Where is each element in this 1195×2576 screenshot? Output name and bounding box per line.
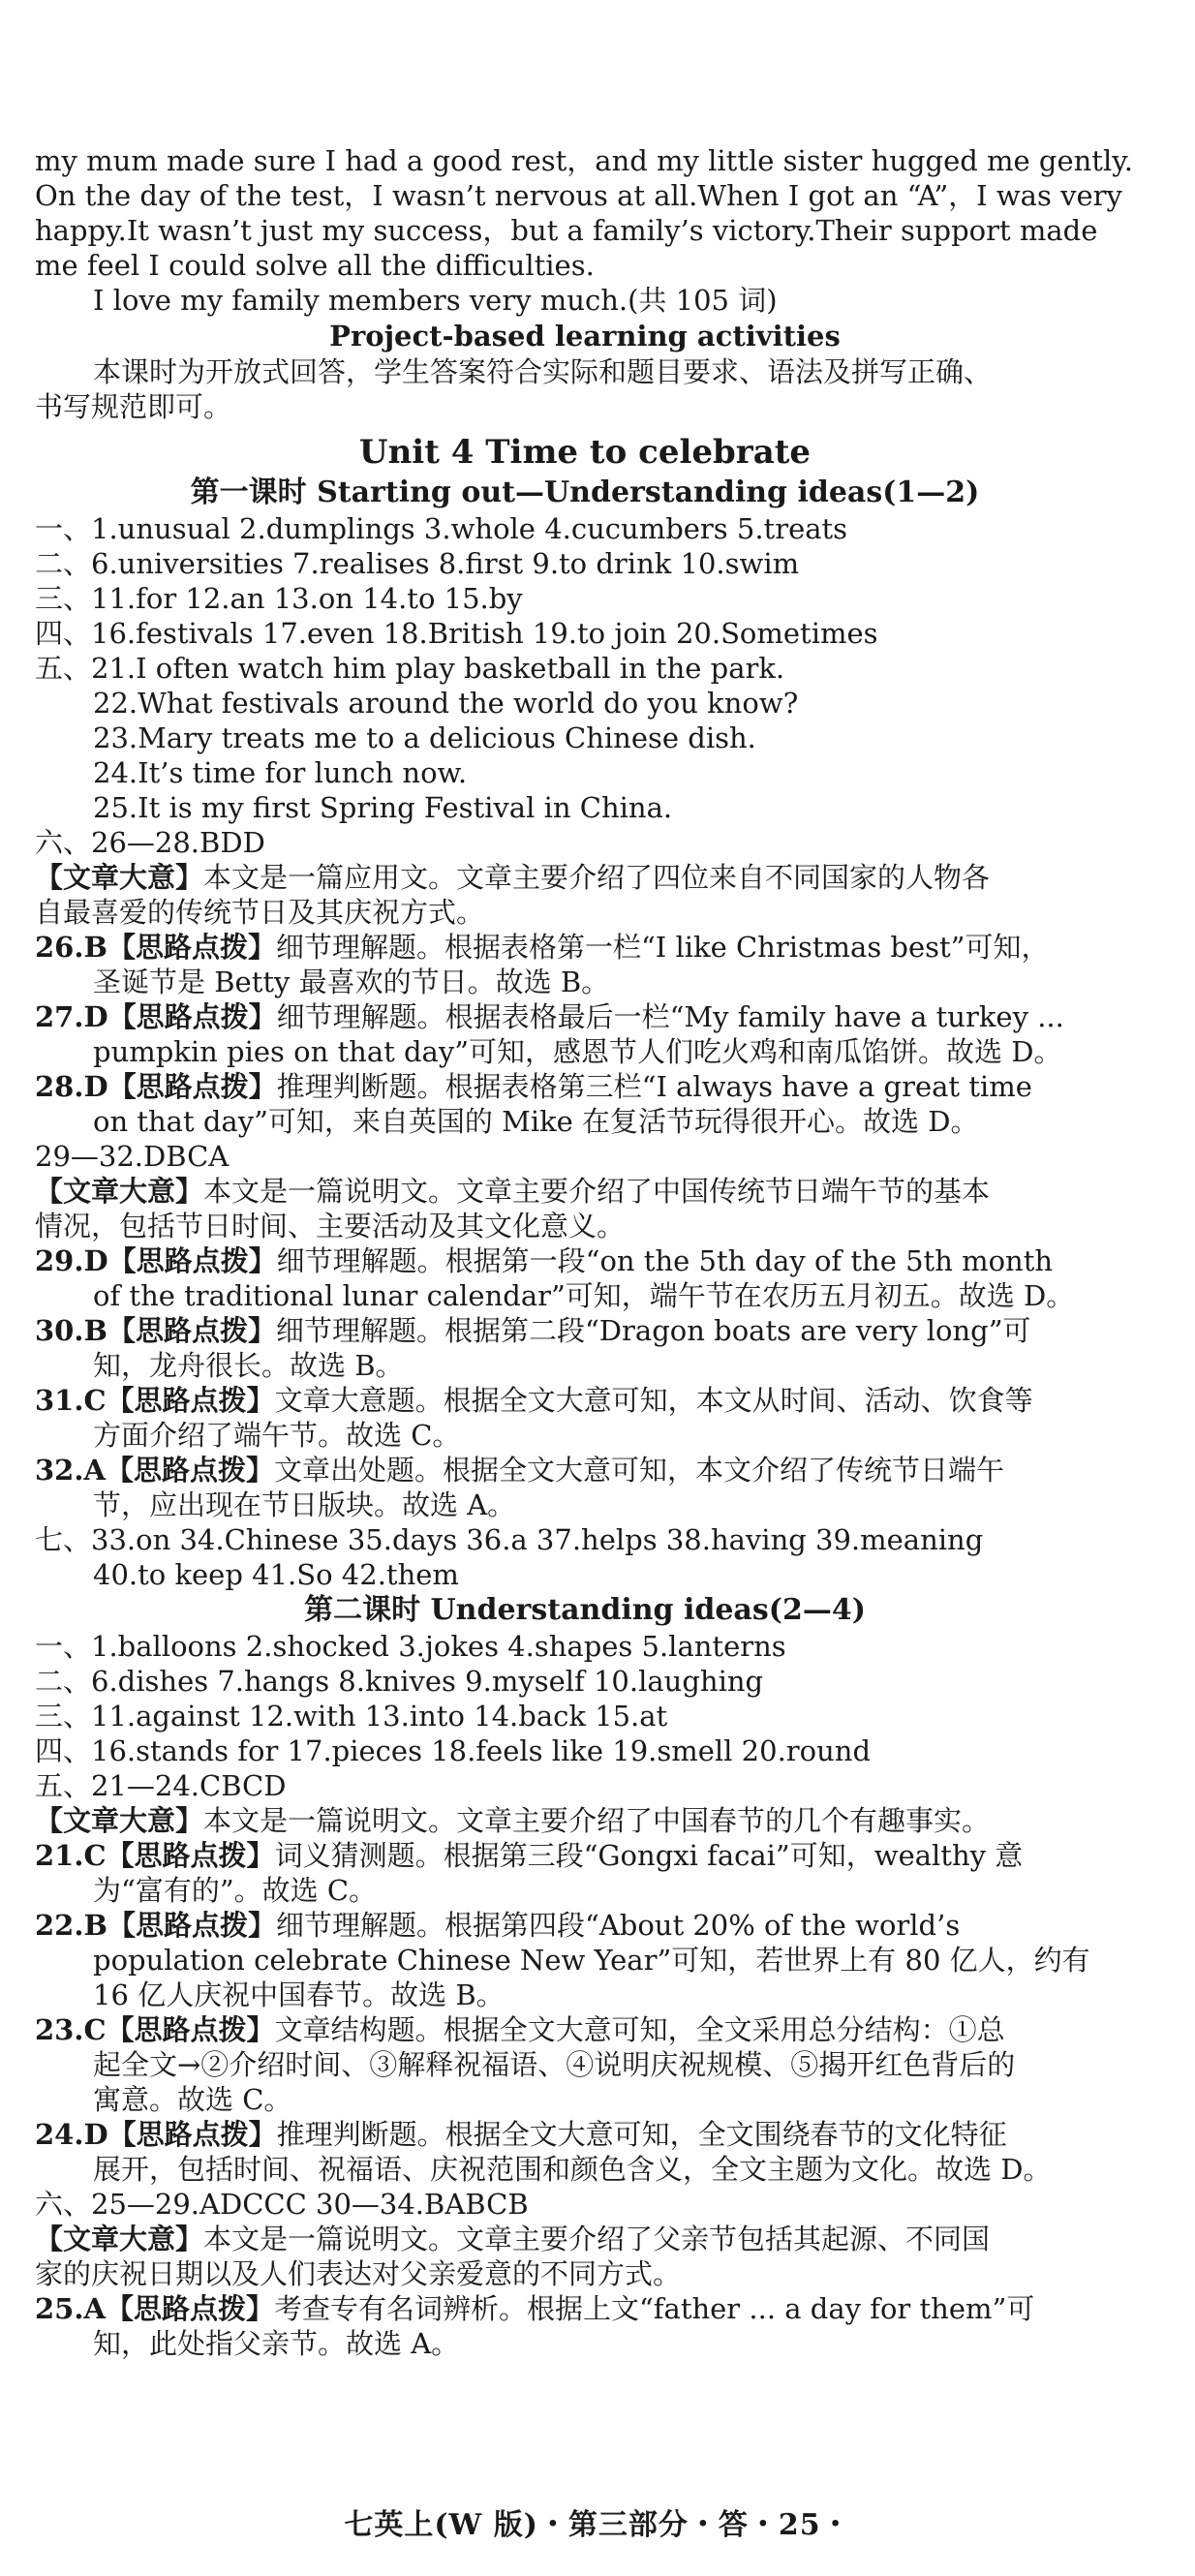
note-tag: 【思路点拨】 (105, 2292, 274, 2325)
line-text: 方面介绍了端午节。故选 C。 (93, 1419, 461, 1452)
question-number: 30.B (35, 1314, 107, 1347)
answer-line (35, 283, 1135, 318)
line-text: 本文是一篇说明文。文章主要介绍了中国春节的几个有趣事实。 (203, 1804, 991, 1837)
line-text: 24.It’s time for lunch now. (93, 756, 468, 789)
line-text: pumpkin pies on that day”可知，感恩节人们吃火鸡和南瓜馅饼。故选 D。 (93, 1035, 1062, 1068)
question-number: 22.B (35, 1909, 107, 1942)
answer-line (35, 2326, 1135, 2361)
line-text: me feel I could solve all the difficulties. (35, 249, 595, 282)
answer-line (35, 930, 1135, 965)
answer-line (35, 1034, 1135, 1069)
note-tag: 【思路点拨】 (107, 1244, 277, 1277)
line-text: 词义猜测题。根据第三段“Gongxi facai”可知，wealthy 意 (274, 1839, 1024, 1872)
question-number: 21.C (35, 1839, 107, 1872)
answer-line (35, 1209, 1135, 1243)
line-text: 文章结构题。根据全文大意可知，全文采用总分结构：①总 (274, 2013, 1005, 2046)
question-number: 28.D (35, 1070, 108, 1103)
line-text: 七、33.on 34.Chinese 35.days 36.a 37.helps 38.having 39.meaning (35, 1523, 984, 1556)
question-number: 26.B (35, 931, 107, 964)
answer-line (35, 1733, 1135, 1768)
answer-line (35, 2187, 1135, 2222)
line-text: 16 亿人庆祝中国春节。故选 B。 (93, 1978, 505, 2011)
answer-line (35, 2291, 1135, 2326)
line-text: 知，此处指父亲节。故选 A。 (93, 2327, 460, 2360)
answer-line (35, 1278, 1135, 1313)
note-tag: 【思路点拨】 (106, 2013, 275, 2046)
answer-line (35, 1453, 1135, 1487)
line-text: 本文是一篇说明文。文章主要介绍了中国传统节日端午节的基本 (203, 1175, 991, 1208)
line-text: 寓意。故选 C。 (93, 2083, 292, 2116)
answer-line (35, 248, 1135, 283)
answer-line (35, 686, 1135, 721)
line-text: 圣诞节是 Betty 最喜欢的节日。故选 B。 (93, 966, 610, 998)
answer-content (35, 143, 1135, 2361)
answer-line (35, 1908, 1135, 1943)
heading-text: Unit 4 Time to celebrate (358, 433, 812, 472)
line-text: population celebrate Chinese New Year”可知，若世界上有 80 亿人，约有 (93, 1944, 1090, 1977)
answer-line (35, 511, 1135, 546)
question-number: 23.C (35, 2013, 107, 2046)
question-number: 31.C (35, 1384, 107, 1417)
answer-line (35, 616, 1135, 651)
line-text: 起全文→②介绍时间、③解释祝福语、④说明庆祝规模、⑤揭开红色背后的 (93, 2048, 1016, 2081)
answer-line (35, 2012, 1135, 2047)
answer-line (35, 2082, 1135, 2117)
line-text: 五、21.I often watch him play basketball in the park. (35, 652, 785, 685)
line-text: 细节理解题。根据第二段“Dragon boats are very long”可 (275, 1314, 1031, 1347)
line-text: 本课时为开放式回答，学生答案符合实际和题目要求、语法及拼写正确、 (93, 355, 993, 388)
answer-line (35, 581, 1135, 616)
line-text: 细节理解题。根据表格最后一栏“My family have a turkey ... (276, 1000, 1064, 1033)
section-heading (35, 430, 1135, 475)
line-text: 知，龙舟很长。故选 B。 (93, 1349, 404, 1382)
note-tag: 【思路点拨】 (107, 1000, 277, 1033)
answer-line (35, 354, 1135, 389)
line-text: I love my family members very much.(共 105 词) (93, 284, 778, 317)
line-text: 节，应出现在节日版块。故选 A。 (93, 1488, 516, 1521)
answer-line (35, 2047, 1135, 2082)
line-text: On the day of the test，I wasn’t nervous at all.When I got an “A”，I was very (35, 179, 1122, 212)
answer-line (35, 1943, 1135, 1978)
line-text: 六、25—29.ADCCC 30—34.BABCB (35, 2188, 529, 2221)
line-text: happy.It wasn’t just my success，but a family’s victory.Their support made (35, 214, 1098, 247)
answer-line (35, 1768, 1135, 1803)
line-text: 细节理解题。根据第一段“on the 5th day of the 5th month (276, 1244, 1054, 1277)
note-tag: 【思路点拨】 (107, 931, 276, 964)
line-text: 三、11.against 12.with 13.into 14.back 15.at (35, 1700, 668, 1733)
question-number: 27.D (35, 1000, 108, 1033)
line-text: 五、21—24.CBCD (35, 1769, 287, 1802)
line-text: 29—32.DBCA (35, 1140, 230, 1173)
answer-line (35, 1383, 1135, 1418)
note-tag: 【思路点拨】 (106, 1384, 275, 1417)
answer-line (35, 1873, 1135, 1908)
line-text: 本文是一篇应用文。文章主要介绍了四位来自不同国家的人物各 (203, 861, 991, 894)
answer-line (35, 999, 1135, 1034)
note-tag: 【文章大意】 (35, 1804, 204, 1837)
answer-line (35, 895, 1135, 930)
answer-line (35, 546, 1135, 581)
line-text: 25.It is my first Spring Festival in China. (93, 791, 673, 824)
line-text: 一、1.balloons 2.shocked 3.jokes 4.shapes 5.lanterns (35, 1630, 786, 1663)
answer-line (35, 2117, 1135, 2152)
answer-line (35, 755, 1135, 790)
answer-line (35, 1313, 1135, 1348)
question-number: 24.D (35, 2118, 108, 2151)
line-text: 四、16.festivals 17.even 18.British 19.to join 20.Sometimes (35, 617, 878, 650)
line-text: 三、11.for 12.an 13.on 14.to 15.by (35, 582, 523, 615)
line-text: 22.What festivals around the world do you know? (93, 687, 799, 720)
note-tag: 【文章大意】 (35, 1175, 204, 1208)
question-number: 29.D (35, 1244, 108, 1277)
line-text: 二、6.dishes 7.hangs 8.knives 9.myself 10.laughing (35, 1665, 764, 1698)
note-tag: 【思路点拨】 (105, 1454, 274, 1487)
answer-line (35, 1557, 1135, 1592)
answer-line (35, 1803, 1135, 1838)
question-number: 25.A (35, 2292, 106, 2325)
line-text: 自最喜爱的传统节日及其庆祝方式。 (35, 896, 485, 929)
answer-line (35, 1418, 1135, 1453)
line-text: 一、1.unusual 2.dumplings 3.whole 4.cucumbers 5.treats (35, 512, 848, 545)
line-text: 推理判断题。根据全文大意可知，全文围绕春节的文化特征 (276, 2118, 1007, 2151)
line-text: 四、16.stands for 17.pieces 18.feels like 19.smell 20.round (35, 1734, 872, 1767)
answer-line (35, 1069, 1135, 1104)
note-tag: 【思路点拨】 (107, 2118, 277, 2151)
answer-line (35, 1139, 1135, 1174)
answer-line (35, 2256, 1135, 2291)
answer-line (35, 1174, 1135, 1209)
answer-line (35, 1487, 1135, 1522)
line-text: my mum made sure I had a good rest，and my little sister hugged me gently. (35, 144, 1133, 177)
answer-line (35, 389, 1135, 424)
note-tag: 【思路点拨】 (106, 1839, 275, 1872)
section-heading (35, 1592, 1135, 1629)
heading-text: 第二课时 Understanding ideas(2—4) (304, 1593, 866, 1627)
answer-line (35, 178, 1135, 213)
answer-line (35, 1978, 1135, 2012)
answer-line (35, 2152, 1135, 2187)
note-tag: 【文章大意】 (35, 861, 204, 894)
answer-line (35, 143, 1135, 178)
answer-line (35, 1348, 1135, 1383)
answer-line (35, 825, 1135, 860)
note-tag: 【思路点拨】 (107, 1909, 276, 1942)
line-text: on that day”可知，来自英国的 Mike 在复活节玩得很开心。故选 D。 (93, 1105, 979, 1138)
heading-text: Project-based learning activities (329, 320, 841, 353)
answer-line (35, 721, 1135, 755)
answer-line (35, 1522, 1135, 1557)
line-text: 推理判断题。根据表格第三栏“I always have a great time (276, 1070, 1032, 1103)
line-text: 展开，包括时间、祝福语、庆祝范围和颜色含义，全文主题为文化。故选 D。 (93, 2153, 1052, 2186)
section-heading (35, 318, 1135, 354)
line-text: 本文是一篇说明文。文章主要介绍了父亲节包括其起源、不同国 (203, 2223, 991, 2255)
line-text: 为“富有的”。故选 C。 (93, 1874, 378, 1907)
line-text: 家的庆祝日期以及人们表达对父亲爱意的不同方式。 (35, 2257, 682, 2290)
answer-line (35, 1104, 1135, 1139)
page-footer: 七英上(W 版)・第三部分・答・25・ (344, 2508, 851, 2542)
question-number: 32.A (35, 1454, 106, 1487)
note-tag: 【思路点拨】 (107, 1070, 277, 1103)
line-text: 书写规范即可。 (35, 390, 232, 423)
line-text: of the traditional lunar calendar”可知，端午节在农历五月初五。故选 D。 (93, 1279, 1075, 1312)
answer-line (35, 2222, 1135, 2256)
answer-line (35, 1629, 1135, 1664)
line-text: 细节理解题。根据第四段“About 20% of the world’s (275, 1909, 961, 1942)
line-text: 六、26—28.BDD (35, 826, 265, 859)
heading-text: 第一课时 Starting out—Understanding ideas(1—2) (190, 475, 980, 509)
answer-line (35, 1664, 1135, 1699)
answer-line (35, 1838, 1135, 1873)
answer-line (35, 213, 1135, 248)
line-text: 23.Mary treats me to a delicious Chinese dish. (93, 721, 756, 754)
note-tag: 【思路点拨】 (107, 1314, 276, 1347)
answer-line (35, 790, 1135, 825)
note-tag: 【文章大意】 (35, 2223, 204, 2255)
line-text: 文章大意题。根据全文大意可知，本文从时间、活动、饮食等 (274, 1384, 1033, 1417)
answer-line (35, 965, 1135, 999)
line-text: 细节理解题。根据表格第一栏“I like Christmas best”可知， (275, 931, 1050, 964)
answer-line (35, 1243, 1135, 1278)
line-text: 40.to keep 41.So 42.them (93, 1558, 459, 1591)
answer-line (35, 860, 1135, 895)
line-text: 考查专有名词辨析。根据上文“father ... a day for them”可 (273, 2292, 1035, 2325)
section-heading (35, 475, 1135, 511)
line-text: 情况，包括节日时间、主要活动及其文化意义。 (35, 1210, 626, 1242)
answer-line (35, 651, 1135, 686)
answer-line (35, 1699, 1135, 1733)
line-text: 二、6.universities 7.realises 8.first 9.to drink 10.swim (35, 547, 800, 580)
line-text: 文章出处题。根据全文大意可知，本文介绍了传统节日端午 (273, 1454, 1004, 1487)
